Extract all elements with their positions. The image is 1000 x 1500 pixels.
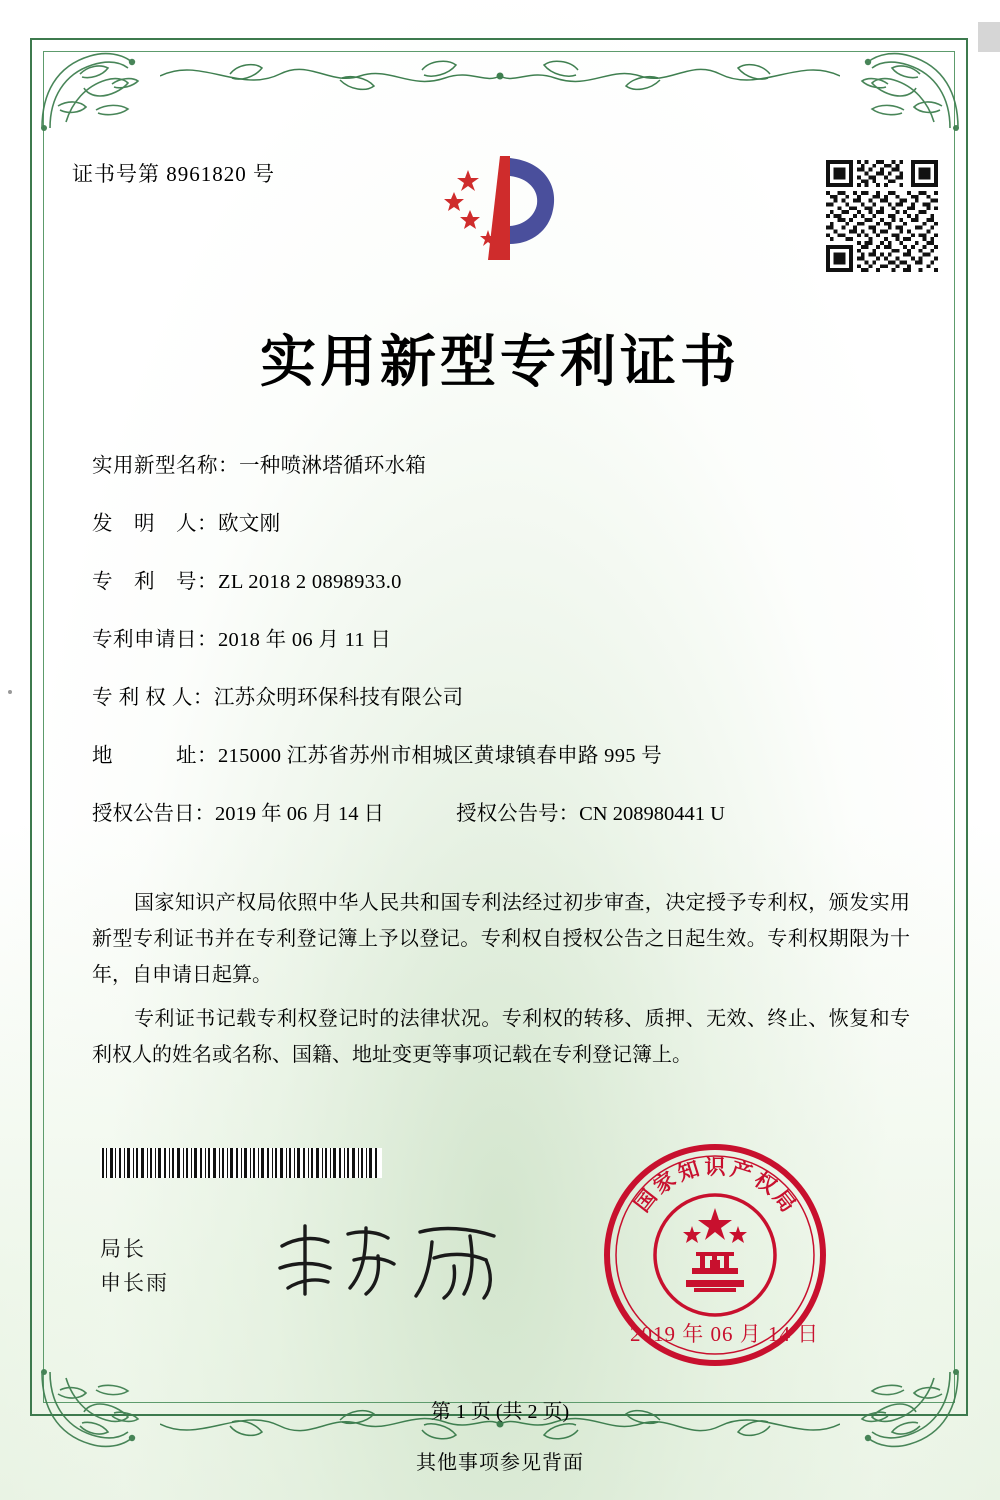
grant-number-value: CN 208980441 U — [579, 803, 725, 825]
field-list — [92, 448, 912, 854]
field-address — [92, 738, 912, 768]
field-label: 实用新型名称： — [92, 455, 239, 477]
grant-number-label: 授权公告号： — [456, 803, 580, 825]
field-value: 215000 江苏省苏州市相城区黄埭镇春申路 995 号 — [218, 745, 663, 767]
field-label: 专 利 号： — [92, 571, 218, 593]
svg-text:家: 家 — [649, 1167, 681, 1199]
corner-ornament-top-right — [834, 44, 964, 134]
field-label: 专利申请日： — [92, 629, 218, 651]
svg-text:产: 产 — [727, 1156, 756, 1186]
field-application-date — [92, 622, 912, 652]
field-label: 专 利 权 人： — [92, 687, 214, 709]
svg-text:权: 权 — [749, 1167, 781, 1199]
corner-ornament-top-left — [36, 44, 166, 134]
svg-text:知: 知 — [674, 1156, 703, 1186]
top-vine-ornament — [160, 46, 840, 102]
grant-date-label: 授权公告日： — [92, 803, 215, 825]
director-role-label: 局长 — [100, 1237, 146, 1261]
svg-text:国: 国 — [629, 1185, 662, 1217]
barcode-icon — [100, 1148, 382, 1178]
seal-date: 2019 年 06 月 14 日 — [630, 1322, 820, 1346]
qr-code-icon — [826, 160, 938, 272]
paragraph-2: 专利证书记载专利权登记时的法律状况。专利权的转移、质押、无效、终止、恢复和专利权人的姓名或名称、国籍、地址变更等事项记载在专利登记簿上。 — [92, 1008, 910, 1066]
field-value: 一种喷淋塔循环水箱 — [239, 455, 427, 477]
handwritten-signature — [270, 1216, 520, 1306]
footnote: 其他事项参见背面 — [416, 1452, 584, 1474]
svg-text:局: 局 — [768, 1185, 801, 1217]
paragraph-1: 国家知识产权局依照中华人民共和国专利法经过初步审查，决定授予专利权，颁发实用新型专利证书并在专利登记簿上予以登记。专利权自授权公告之日起生效。专利权期限为十年，自申请日起算。 — [92, 892, 910, 986]
field-patent-number — [92, 564, 912, 594]
svg-text:识: 识 — [704, 1155, 726, 1179]
certificate-number: 证书号第 8961820 号 — [72, 162, 275, 186]
field-label: 发 明 人： — [92, 513, 218, 535]
field-value: ZL 2018 2 0898933.0 — [218, 571, 402, 593]
signature-block — [100, 1232, 169, 1300]
body-paragraphs — [92, 885, 910, 1081]
field-utility-model-name — [92, 448, 912, 478]
grant-date-value: 2019 年 06 月 14 日 — [215, 803, 385, 825]
field-grant-row — [92, 796, 912, 826]
director-name: 申长雨 — [100, 1271, 169, 1295]
field-value: 2018 年 06 月 11 日 — [218, 629, 392, 651]
cnipa-patent-logo-icon — [418, 148, 588, 268]
field-inventor — [92, 506, 912, 536]
page-title: 实用新型专利证书 — [260, 330, 740, 395]
field-value: 江苏众明环保科技有限公司 — [213, 687, 464, 709]
field-value: 欧文刚 — [218, 513, 281, 535]
page-indicator: 第 1 页 (共 2 页) — [430, 1401, 570, 1423]
field-patentee — [92, 680, 912, 710]
field-label: 地 址： — [92, 745, 218, 767]
scan-speck-artifact — [8, 690, 12, 694]
scan-edge-artifact — [978, 22, 1000, 52]
